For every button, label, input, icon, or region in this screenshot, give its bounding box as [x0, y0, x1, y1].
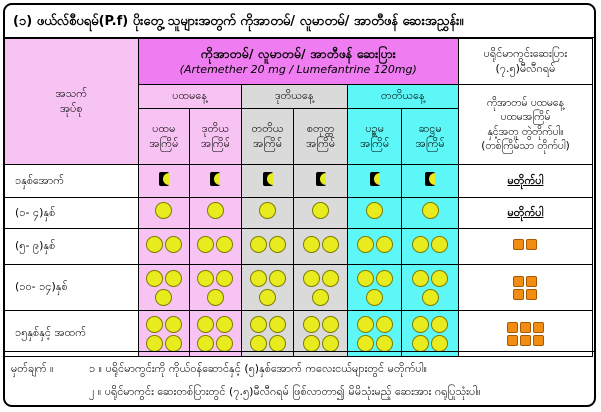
- notes-section: [5, 351, 594, 407]
- half-tablet-icon: [370, 172, 380, 186]
- primaquine-instruction: ကိုအာတမ် ပထမနေ့ ပထမအကြိမ် နှင့်အတူ တွဲတိုက်ပါ။ (တစ်ကြိမ်သာ တိုက်ပါ): [458, 85, 592, 165]
- tablet-icon: [431, 236, 448, 253]
- tablet-icon: [322, 335, 339, 352]
- tablet-group: [146, 236, 182, 253]
- tablet-icon: [165, 270, 182, 287]
- drug-header-subtitle: (Artemether 20 mg / Lumefantrine 120mg): [179, 62, 417, 76]
- tablet-icon: [303, 316, 320, 333]
- tablet-group: [250, 316, 286, 352]
- tablet-group: [197, 316, 233, 352]
- tablet-icon: [269, 316, 286, 333]
- tablet-icon: [312, 289, 329, 306]
- tablet-icon: [207, 202, 224, 219]
- tablet-icon: [303, 335, 320, 352]
- tablet-icon: [312, 202, 329, 219]
- tablet-icon: [216, 316, 233, 333]
- primaquine-dose-cell: [458, 311, 592, 357]
- half-tablet-icon: [210, 172, 220, 186]
- tablet-icon: [197, 236, 214, 253]
- tablet-icon: [357, 236, 374, 253]
- tablet-icon: [366, 202, 383, 219]
- tablet-group: [303, 270, 339, 306]
- tablet-icon: [197, 316, 214, 333]
- primaquine-dose-cell: [458, 165, 592, 198]
- half-tablet-icon: [159, 172, 169, 186]
- tablet-icon: [269, 236, 286, 253]
- primaquine-tablet-icon: [507, 322, 518, 333]
- half-tablet-icon: [425, 172, 435, 186]
- dosage-table: [4, 38, 593, 357]
- drug-header: [138, 39, 458, 85]
- table-row: [5, 165, 593, 198]
- day-header-3: တတိယနေ့: [347, 85, 458, 109]
- tablet-icon: [357, 270, 374, 287]
- dose-cell: [347, 198, 402, 229]
- tablet-icon: [431, 335, 448, 352]
- tablet-icon: [322, 270, 339, 287]
- tablet-icon: [250, 236, 267, 253]
- tablet-icon: [165, 316, 182, 333]
- primaquine-tablet-icon: [533, 322, 544, 333]
- tablet-group: [259, 202, 276, 219]
- tablet-icon: [422, 202, 439, 219]
- no-dose-text: မတိုက်ပါ: [507, 173, 544, 187]
- tablet-icon: [431, 316, 448, 333]
- dose-cell: [190, 165, 242, 198]
- tablet-group: [207, 202, 224, 219]
- dose-cell: [294, 198, 348, 229]
- tablet-group: [146, 316, 182, 352]
- dose-cell: [138, 165, 190, 198]
- tablet-icon: [165, 236, 182, 253]
- chart-title: (၁) ဖယ်လ်စီပရမ်(P.f) ပိုးတွေ့ သူများအတွက် ကိုအာတမ်/ လူမာတမ်/ အာတီဖန် ဆေးအညွှန်း။: [5, 5, 594, 38]
- primaquine-dose-cell: [458, 229, 592, 265]
- dose-cell: [190, 229, 242, 265]
- dose-cell: [138, 198, 190, 229]
- dose-cell: [347, 265, 402, 311]
- tablet-group: [425, 172, 435, 186]
- dose-cell: [241, 311, 294, 357]
- dose-cell: [402, 311, 458, 357]
- table-row: [5, 311, 593, 357]
- primaquine-tablet-icon: [513, 239, 524, 250]
- tablet-icon: [250, 270, 267, 287]
- tablet-icon: [376, 236, 393, 253]
- primaquine-tablet-icon: [513, 289, 524, 300]
- primaquine-tablet-icon: [507, 335, 518, 346]
- dose-cell: [138, 311, 190, 357]
- day-header-1: ပထမနေ့: [138, 85, 241, 109]
- tablet-icon: [376, 335, 393, 352]
- tablet-icon: [146, 335, 163, 352]
- tablet-icon: [303, 236, 320, 253]
- dose-cell: [347, 165, 402, 198]
- age-group-label: ၁၅နှစ်နှင့် အထက်: [5, 311, 139, 357]
- tablet-icon: [155, 202, 172, 219]
- no-dose-text: မတိုက်ပါ: [507, 205, 544, 219]
- primaquine-tablet-group: [507, 322, 544, 346]
- tablet-icon: [303, 270, 320, 287]
- primaquine-tablet-icon: [520, 322, 531, 333]
- dose-cell: [294, 311, 348, 357]
- tablet-group: [412, 270, 448, 306]
- tablet-icon: [431, 270, 448, 287]
- tablet-group: [357, 316, 393, 352]
- tablet-group: [412, 236, 448, 253]
- dose-cell: [402, 198, 458, 229]
- dose-header-1: ပထမ အကြိမ်: [138, 109, 190, 165]
- age-group-label: ၁နှစ်အောက်: [5, 165, 139, 198]
- note-item-2: ၂ ။ ပရိုင်မာကွင်း ဆေးတစ်ပြားတွင် (၇.၅)မီလီဂရမ် ဖြစ်လာတာ၍ မိမိသုံးမည့် ဆေးအား ဂရုပြုသုံးပါ။: [89, 385, 481, 398]
- dose-cell: [402, 229, 458, 265]
- dose-header-5: ပဥ္စမ အကြိမ်: [347, 109, 402, 165]
- primaquine-tablet-group: [513, 276, 537, 300]
- dose-cell: [190, 265, 242, 311]
- dose-cell: [402, 265, 458, 311]
- primaquine-tablet-group: [513, 239, 537, 250]
- tablet-icon: [216, 270, 233, 287]
- tablet-group: [303, 316, 339, 352]
- tablet-icon: [197, 270, 214, 287]
- tablet-group: [197, 236, 233, 253]
- age-group-label: (၅- ၉)နှစ်: [5, 229, 139, 265]
- primaquine-tablet-icon: [526, 276, 537, 287]
- tablet-icon: [366, 289, 383, 306]
- tablet-group: [357, 270, 393, 306]
- dose-cell: [241, 229, 294, 265]
- tablet-group: [197, 270, 233, 306]
- tablet-group: [412, 316, 448, 352]
- tablet-group: [366, 202, 383, 219]
- primaquine-tablet-icon: [526, 289, 537, 300]
- tablet-icon: [412, 316, 429, 333]
- dose-cell: [241, 198, 294, 229]
- tablet-icon: [412, 236, 429, 253]
- tablet-group: [250, 270, 286, 306]
- dose-header-6: ဆဋ္ဌမ အကြိမ်: [402, 109, 458, 165]
- table-row: [5, 229, 593, 265]
- half-tablet-icon: [263, 172, 273, 186]
- dose-cell: [294, 265, 348, 311]
- dose-cell: [294, 165, 348, 198]
- tablet-icon: [165, 335, 182, 352]
- primaquine-dose-cell: [458, 265, 592, 311]
- tablet-group: [159, 172, 169, 186]
- tablet-group: [316, 172, 326, 186]
- dose-header-4: စတုတ္ထ အကြိမ်: [294, 109, 348, 165]
- tablet-icon: [259, 202, 276, 219]
- tablet-icon: [269, 335, 286, 352]
- dose-header-3: တတိယ အကြိမ်: [241, 109, 294, 165]
- tablet-icon: [422, 289, 439, 306]
- dose-cell: [294, 229, 348, 265]
- tablet-icon: [146, 316, 163, 333]
- primaquine-tablet-icon: [520, 335, 531, 346]
- tablet-group: [357, 236, 393, 253]
- primaquine-tablet-icon: [533, 335, 544, 346]
- dose-cell: [347, 229, 402, 265]
- tablet-group: [263, 172, 273, 186]
- dose-cell: [190, 311, 242, 357]
- tablet-icon: [357, 335, 374, 352]
- tablet-icon: [197, 335, 214, 352]
- tablet-icon: [376, 316, 393, 333]
- tablet-icon: [269, 270, 286, 287]
- tablet-icon: [412, 335, 429, 352]
- table-row: [5, 198, 593, 229]
- tablet-icon: [207, 289, 224, 306]
- tablet-icon: [322, 236, 339, 253]
- dose-cell: [190, 198, 242, 229]
- tablet-group: [303, 236, 339, 253]
- dose-cell: [138, 265, 190, 311]
- tablet-icon: [216, 236, 233, 253]
- tablet-icon: [376, 270, 393, 287]
- dosage-chart: [3, 3, 596, 407]
- primaquine-tablet-icon: [513, 276, 524, 287]
- tablet-icon: [146, 236, 163, 253]
- age-group-label: (၁၀- ၁၄)နှစ်: [5, 265, 139, 311]
- tablet-icon: [155, 289, 172, 306]
- tablet-group: [370, 172, 380, 186]
- primaquine-dose-cell: [458, 198, 592, 229]
- tablet-icon: [259, 289, 276, 306]
- tablet-icon: [322, 316, 339, 333]
- tablet-icon: [357, 316, 374, 333]
- tablet-icon: [250, 316, 267, 333]
- age-group-header: အသက် အုပ်စု: [5, 39, 139, 165]
- notes-label: မှတ်ချက် ။: [11, 362, 54, 375]
- primaquine-tablet-icon: [526, 239, 537, 250]
- dose-cell: [241, 265, 294, 311]
- tablet-group: [155, 202, 172, 219]
- day-header-2: ဒုတိယနေ့: [241, 85, 347, 109]
- dose-cell: [402, 165, 458, 198]
- primaquine-header: ပရိုင်မာကွင်းဆေးပြား (၇.၅)မီလီဂရမ်: [458, 39, 592, 85]
- tablet-icon: [412, 270, 429, 287]
- note-item-1: ၁ ။ ပရိုင်မာကွင်းကို ကိုယ်ဝန်ဆောင်နှင့် (၅)နှစ်အောက် ကလေးငယ်များတွင် မတိုက်ပါ။: [89, 362, 427, 375]
- dose-cell: [241, 165, 294, 198]
- tablet-group: [146, 270, 182, 306]
- half-tablet-icon: [316, 172, 326, 186]
- tablet-icon: [216, 335, 233, 352]
- drug-header-title: ကိုအာတမ်/ လူမာတမ်/ အာတီဖန် ဆေးပြား: [200, 45, 396, 61]
- table-row: [5, 265, 593, 311]
- dose-cell: [138, 229, 190, 265]
- age-group-label: (၁- ၄)နှစ်: [5, 198, 139, 229]
- tablet-group: [250, 236, 286, 253]
- tablet-group: [422, 202, 439, 219]
- tablet-icon: [250, 335, 267, 352]
- dose-cell: [347, 311, 402, 357]
- dose-header-2: ဒုတိယ အကြိမ်: [190, 109, 242, 165]
- tablet-group: [312, 202, 329, 219]
- tablet-group: [210, 172, 220, 186]
- tablet-icon: [146, 270, 163, 287]
